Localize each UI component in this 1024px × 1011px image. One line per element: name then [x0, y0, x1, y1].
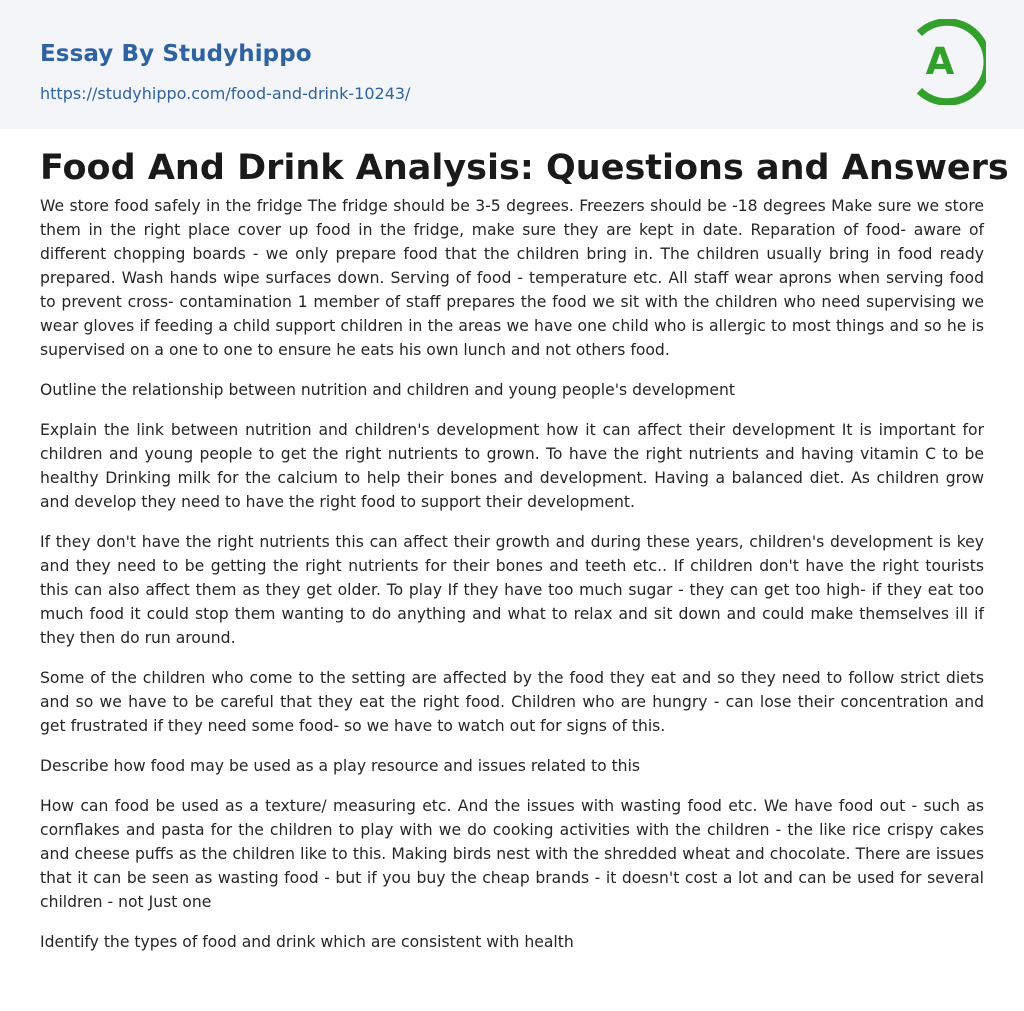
question-food-play-resource: Describe how food may be used as a play resource and issues related to this: [40, 757, 641, 775]
studyhippo-logo-icon[interactable]: [910, 19, 986, 105]
page-url-link[interactable]: https://studyhippo.com/food-and-drink-10243/: [40, 84, 411, 103]
question-healthy-food-types: Identify the types of food and drink which are consistent with health: [40, 933, 574, 951]
paragraph-nutrient-effects: If they don't have the right nutrients this can affect their growth and during these years, children's development is key and they need to be getting the right nutrients for their bones and teeth etc.. If children don't have the right tourists this can also affect them as they get older. To play If they have too much sugar - they can get too high- if they eat too much food it could stop them wanting to do anything and what to relax and sit down and could make themselves ill if they then do run around.: [40, 533, 984, 647]
question-nutrition-development: Outline the relationship between nutrition and children and young people's development: [40, 381, 735, 399]
paragraph-strict-diets: Some of the children who come to the setting are affected by the food they eat and so they need to follow strict diets and so we have to be careful that they eat the right food. Children who are hungry - can lose their concentration and get frustrated if they need some food- so we have to watch out for signs of this.: [40, 669, 984, 735]
essay-body: [40, 194, 984, 970]
site-brand[interactable]: Essay By Studyhippo: [40, 41, 312, 67]
page-title: Food And Drink Analysis: Questions and Answers: [40, 148, 1009, 188]
site-header: [0, 0, 1024, 129]
logo-letter: A: [925, 40, 955, 83]
paragraph-food-storage: We store food safely in the fridge The fridge should be 3-5 degrees. Freezers should be -18 degrees Make sure we store them in the right place cover up food in the fridge, make sure they are kept in date. Reparation of food- aware of different chopping boards - we only prepare food that the children bring in. The children usually bring in food ready prepared. Wash hands wipe surfaces down. Serving of food - temperature etc. All staff wear aprons when serving food to prevent cross- contamination 1 member of staff prepares the food we sit with the children who need supervising we wear gloves if feeding a child support children in the areas we have one child who is allergic to most things and so he is supervised on a one to one to ensure he eats his own lunch and not others food.: [40, 197, 984, 359]
paragraph-food-play: How can food be used as a texture/ measuring etc. And the issues with wasting food etc. We have food out - such as cornflakes and pasta for the children to play with we do cooking activities with the children - the like rice crispy cakes and cheese puffs as the children like to this. Making birds nest with the shredded wheat and chocolate. There are issues that it can be seen as wasting food - but if you buy the cheap brands - it doesn't cost a lot and can be used for several children - not Just one: [40, 797, 984, 911]
paragraph-nutrition-link: Explain the link between nutrition and children's development how it can affect their development It is important for children and young people to get the right nutrients to grown. To have the right nutrients and having vitamin C to be healthy Drinking milk for the calcium to help their bones and development. Having a balanced diet. As children grow and develop they need to have the right food to support their development.: [40, 421, 984, 511]
